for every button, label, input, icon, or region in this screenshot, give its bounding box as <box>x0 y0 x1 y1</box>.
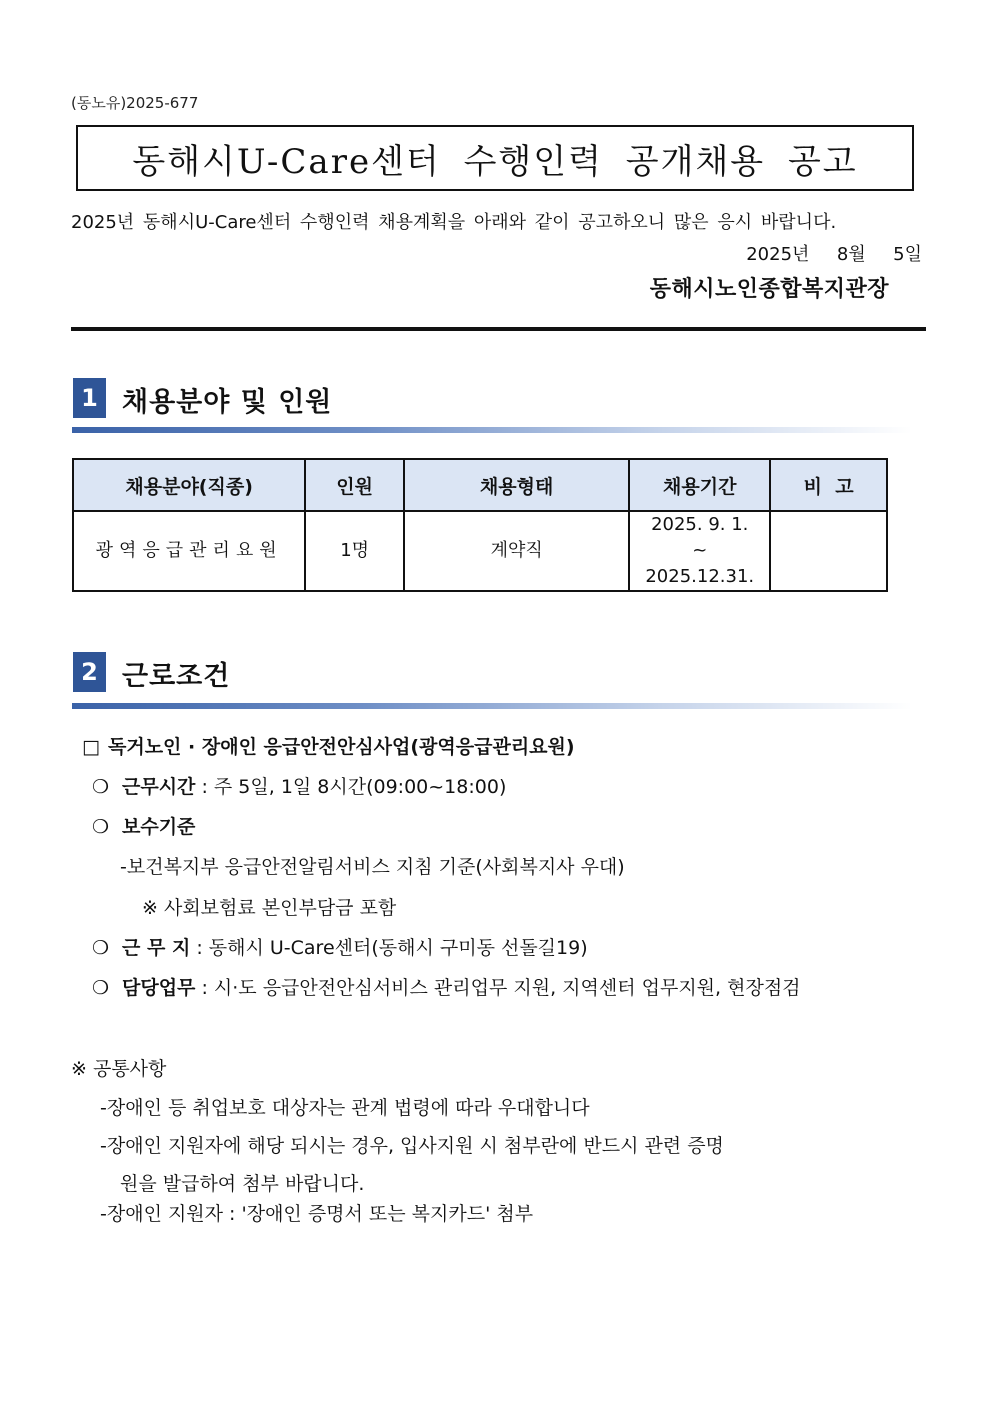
circle-bullet-icon: ❍ <box>92 937 110 959</box>
cell-type: 계약직 <box>404 511 629 591</box>
duty-item <box>92 973 801 1000</box>
intro-text: 2025년 동해시U-Care센터 수행인력 채용계획을 아래와 같이 공고하오니 많은 응시 바랍니다. <box>71 212 837 233</box>
notice-date: 2025년 8월 5일 <box>746 244 922 265</box>
duty-value: : 시·도 응급안전안심서비스 관리업무 지원, 지역센터 업무지원, 현장점검 <box>195 977 801 999</box>
section-1-title: 채용분야 및 인원 <box>122 387 333 418</box>
circle-bullet-icon: ❍ <box>92 977 110 999</box>
cell-field: 광역응급관리요원 <box>73 511 305 591</box>
work-hours-value: : 주 5일, 1일 8시간(09:00~18:00) <box>195 776 507 798</box>
section-2-title: 근로조건 <box>122 661 231 692</box>
document-number: (동노유)2025-677 <box>71 94 199 112</box>
recruitment-table <box>72 458 888 592</box>
notice-title: 동해시U-Care센터 수행인력 공개채용 공고 <box>132 141 858 182</box>
common-note-line: -장애인 등 취업보호 대상자는 관계 법령에 따라 우대합니다 <box>100 1097 590 1119</box>
common-notes-title: ※ 공통사항 <box>71 1058 167 1080</box>
cell-note <box>770 511 887 591</box>
common-note-line: -장애인 지원자 : '장애인 증명서 또는 복지카드' 첨부 <box>100 1203 534 1225</box>
table-row <box>73 511 887 591</box>
section-2-underline <box>72 703 912 709</box>
pay-detail: -보건복지부 응급안전알림서비스 지침 기준(사회복지사 우대) <box>120 856 625 878</box>
pay-note: ※ 사회보험료 본인부담금 포함 <box>142 897 397 919</box>
program-heading <box>82 732 575 759</box>
period-start: 2025. 9. 1. <box>651 514 749 535</box>
section-1-number: 1 <box>73 378 106 418</box>
work-hours-label: 근무시간 <box>122 776 196 798</box>
header-divider <box>71 327 926 331</box>
notice-title-box <box>76 125 914 191</box>
workplace-value: : 동해시 U-Care센터(동해시 구미동 선돌길19) <box>190 937 588 959</box>
header-type: 채용형태 <box>404 459 629 511</box>
pay-item <box>92 812 195 839</box>
workplace-item <box>92 933 588 960</box>
table-header-row <box>73 459 887 511</box>
header-field: 채용분야(직종) <box>73 459 305 511</box>
program-heading-text: 독거노인 · 장애인 응급안전안심사업(광역응급관리요원) <box>108 736 575 758</box>
cell-count: 1명 <box>305 511 404 591</box>
header-period: 채용기간 <box>629 459 770 511</box>
square-bullet-icon: □ <box>82 736 100 758</box>
work-hours-item <box>92 772 506 799</box>
header-count: 인원 <box>305 459 404 511</box>
section-2-number: 2 <box>73 652 106 692</box>
workplace-label: 근 무 지 <box>122 937 191 959</box>
organization-name: 동해시노인종합복지관장 <box>649 277 889 302</box>
header-note: 비 고 <box>770 459 887 511</box>
common-note-line: 원을 발급하여 첨부 바랍니다. <box>120 1173 365 1195</box>
circle-bullet-icon: ❍ <box>92 776 110 798</box>
section-1-underline <box>72 427 912 433</box>
period-separator: ~ <box>692 540 708 561</box>
common-note-line: -장애인 지원자에 해당 되시는 경우, 입사지원 시 첨부란에 반드시 관련 증명 <box>100 1135 724 1157</box>
duty-label: 담당업무 <box>122 977 196 999</box>
period-end: 2025.12.31. <box>645 566 755 587</box>
pay-label: 보수기준 <box>122 816 196 838</box>
circle-bullet-icon: ❍ <box>92 816 110 838</box>
cell-period <box>629 511 770 591</box>
